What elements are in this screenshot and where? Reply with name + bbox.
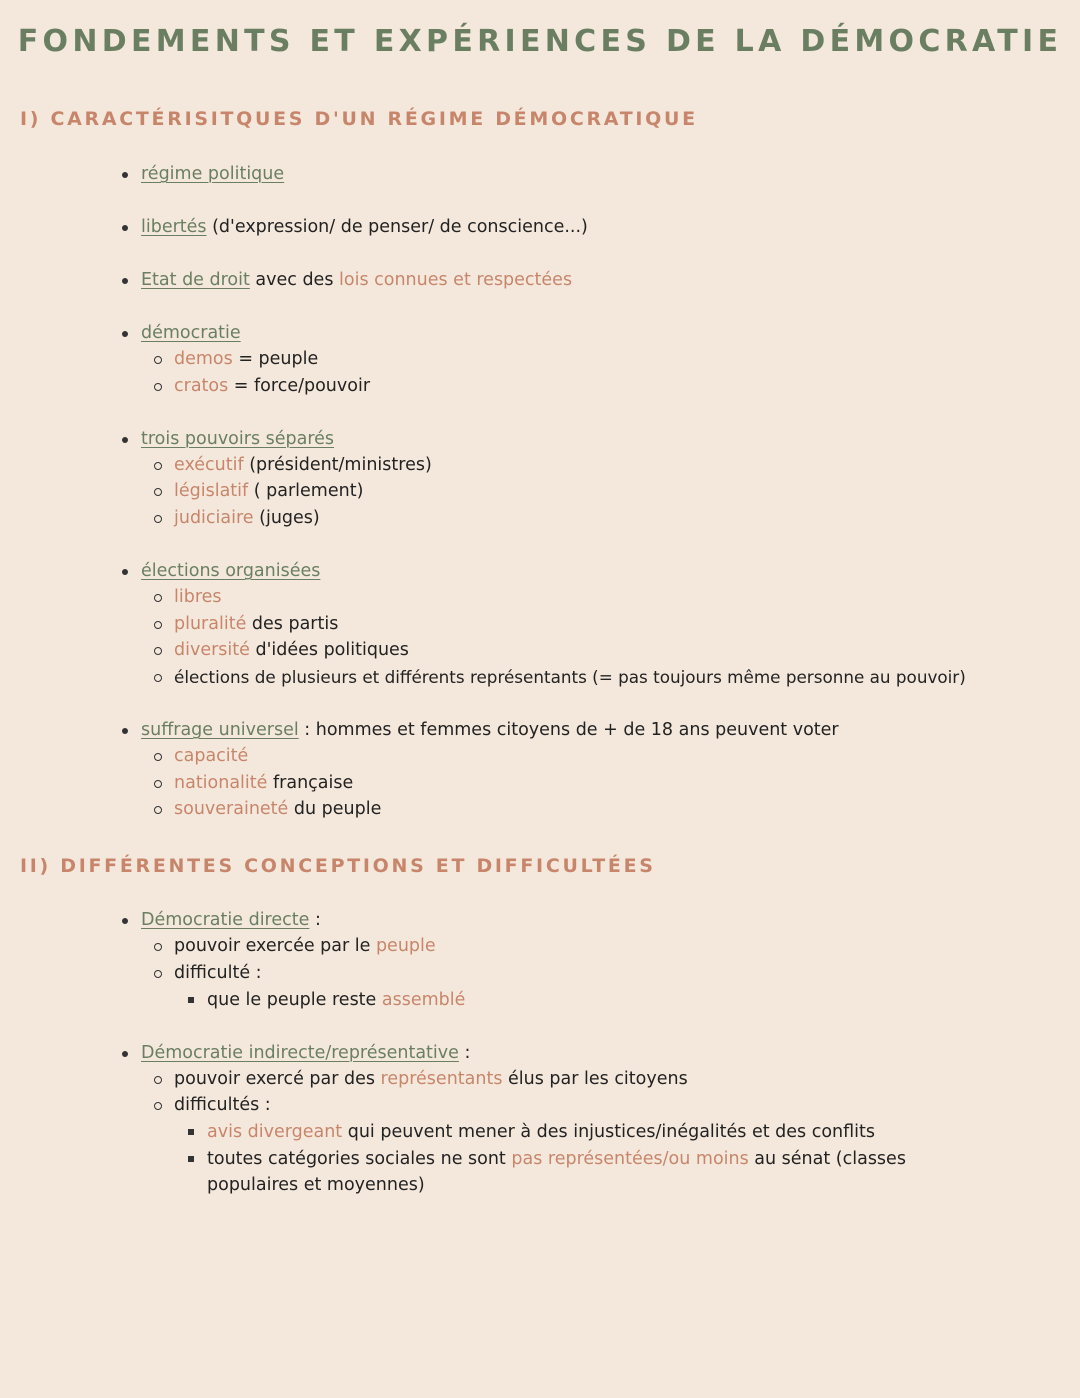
text-souverainete: du peuple <box>288 799 382 819</box>
text-pluralite: des partis <box>246 614 339 634</box>
highlight-judiciaire: judiciaire <box>174 508 254 528</box>
link-suffrage-universel[interactable]: suffrage universel <box>141 720 299 740</box>
bullet-disc <box>122 225 128 231</box>
text-peuple-reste: que le peuple reste <box>207 990 382 1010</box>
text-etat: avec des <box>249 270 340 290</box>
highlight-representants: représentants <box>380 1069 503 1089</box>
link-democratie[interactable]: démocratie <box>141 323 241 343</box>
bullet-square <box>188 997 194 1003</box>
bullet-disc <box>122 728 128 734</box>
text-executif: (président/ministres) <box>243 455 432 475</box>
section-heading-2: II) DIFFÉRENTES CONCEPTIONS ET DIFFICULTÉES <box>20 855 656 877</box>
text-senat: au sénat (classes <box>748 1149 906 1169</box>
highlight-capacite: capacité <box>174 746 249 766</box>
link-libertes[interactable]: libertés <box>141 217 207 237</box>
link-elections-organisees[interactable]: élections organisées <box>141 561 321 581</box>
text-pouvoir-exerce: pouvoir exercé par des <box>174 1069 381 1089</box>
text-populaires: populaires et moyennes) <box>207 1175 425 1195</box>
bullet-disc <box>122 278 128 284</box>
highlight-assemble: assemblé <box>381 990 466 1010</box>
bullet-disc <box>122 437 128 443</box>
text-difficultes: difficultés : <box>174 1095 271 1115</box>
text-legislatif: ( parlement) <box>248 481 364 501</box>
bullet-circle <box>154 621 162 629</box>
bullet-circle <box>154 488 162 496</box>
text-difficulte: difficulté : <box>174 963 262 983</box>
bullet-circle <box>154 753 162 761</box>
text-libertes: (d'expression/ de penser/ de conscience...) <box>206 217 588 237</box>
link-trois-pouvoirs[interactable]: trois pouvoirs séparés <box>141 429 335 449</box>
text-nationalite: française <box>267 773 354 793</box>
bullet-circle <box>154 1102 162 1110</box>
text-demos: = peuple <box>232 349 319 369</box>
highlight-libres: libres <box>174 587 222 607</box>
bullet-disc <box>122 569 128 575</box>
bullet-circle <box>154 806 162 814</box>
text-suffrage: : hommes et femmes citoyens de + de 18 ans peuvent voter <box>298 720 839 740</box>
section-heading-1: I) CARACTÉRISITQUES D'UN RÉGIME DÉMOCRATIQUE <box>20 108 698 130</box>
text-diversite: d'idées politiques <box>249 640 409 660</box>
link-democratie-directe[interactable]: Démocratie directe <box>141 910 310 930</box>
highlight-demos: demos <box>174 349 233 369</box>
text-cratos: = force/pouvoir <box>228 376 371 396</box>
bullet-circle <box>154 780 162 788</box>
highlight-executif: exécutif <box>174 455 244 475</box>
highlight-lois: lois connues et respectées <box>339 270 573 290</box>
text-indirecte-suffix: : <box>458 1043 471 1063</box>
highlight-souverainete: souveraineté <box>174 799 289 819</box>
text-elections-representants: élections de plusieurs et différents représentants (= pas toujours même personne au pouvoir) <box>174 667 966 687</box>
text-directe-suffix: : <box>309 910 321 930</box>
text-elus: élus par les citoyens <box>502 1069 688 1089</box>
link-etat-de-droit[interactable]: Etat de droit <box>141 270 250 290</box>
highlight-cratos: cratos <box>174 376 229 396</box>
bullet-disc <box>122 172 128 178</box>
bullet-circle <box>154 515 162 523</box>
highlight-pas-representees: pas représentées/ou moins <box>511 1149 749 1169</box>
link-regime-politique[interactable]: régime politique <box>141 164 285 184</box>
bullet-disc <box>122 918 128 924</box>
bullet-circle <box>154 356 162 364</box>
text-injustices: qui peuvent mener à des injustices/inégalités et des conflits <box>342 1122 875 1142</box>
bullet-disc <box>122 331 128 337</box>
bullet-circle <box>154 970 162 978</box>
text-categories: toutes catégories sociales ne sont <box>207 1149 512 1169</box>
highlight-legislatif: législatif <box>174 481 249 501</box>
text-judiciaire: (juges) <box>253 508 320 528</box>
bullet-circle <box>154 462 162 470</box>
highlight-diversite: diversité <box>174 640 250 660</box>
bullet-circle <box>154 647 162 655</box>
bullet-circle <box>154 594 162 602</box>
highlight-pluralite: pluralité <box>174 614 247 634</box>
highlight-peuple: peuple <box>375 936 436 956</box>
bullet-circle <box>154 1076 162 1084</box>
text-pouvoir-exercee: pouvoir exercée par le <box>174 936 376 956</box>
bullet-disc <box>122 1051 128 1057</box>
highlight-nationalite: nationalité <box>174 773 268 793</box>
bullet-circle <box>154 674 162 682</box>
page-title: FONDEMENTS ET EXPÉRIENCES DE LA DÉMOCRATIE <box>17 24 1063 59</box>
highlight-avis-divergeant: avis divergeant <box>207 1122 343 1142</box>
bullet-circle <box>154 383 162 391</box>
bullet-circle <box>154 943 162 951</box>
bullet-square <box>188 1156 194 1162</box>
bullet-square <box>188 1129 194 1135</box>
link-democratie-indirecte[interactable]: Démocratie indirecte/représentative <box>141 1043 459 1063</box>
